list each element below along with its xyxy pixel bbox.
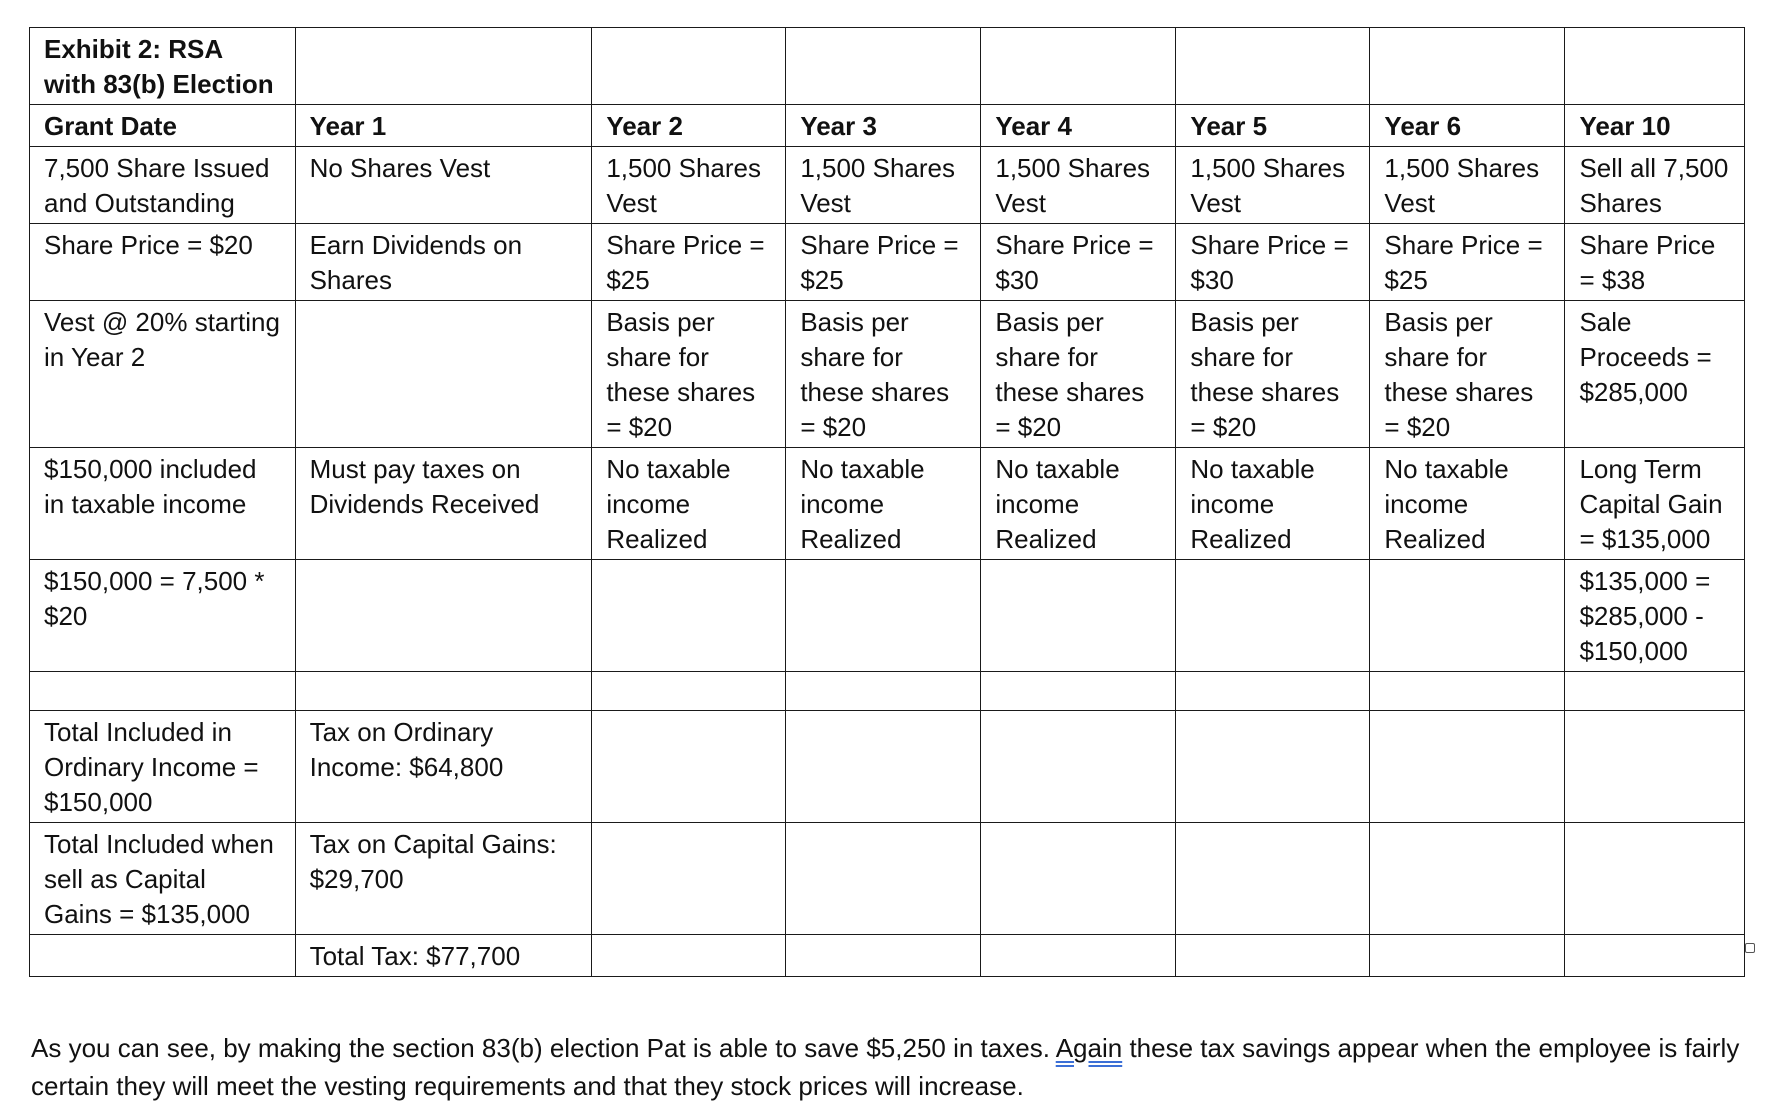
- table-resize-handle[interactable]: [1745, 943, 1755, 953]
- table-cell[interactable]: Share Price = $25: [1370, 224, 1565, 301]
- table-cell[interactable]: No taxable income Realized: [592, 448, 786, 560]
- table-cell[interactable]: [981, 560, 1176, 672]
- table-cell[interactable]: [1370, 672, 1565, 711]
- table-cell[interactable]: No taxable income Realized: [1370, 448, 1565, 560]
- table-row: [30, 935, 1745, 977]
- table-cell[interactable]: Vest @ 20% starting in Year 2: [30, 301, 296, 448]
- table-cell[interactable]: [786, 935, 981, 977]
- table-cell[interactable]: [592, 711, 786, 823]
- column-header[interactable]: Year 5: [1176, 105, 1370, 147]
- table-cell[interactable]: No Shares Vest: [295, 147, 592, 224]
- column-header[interactable]: Year 10: [1565, 105, 1745, 147]
- table-cell[interactable]: [1370, 711, 1565, 823]
- table-row: [30, 823, 1745, 935]
- table-cell[interactable]: 1,500 Shares Vest: [1370, 147, 1565, 224]
- exhibit-table: [29, 27, 1745, 977]
- conclusion-paragraph[interactable]: [31, 1029, 1751, 1105]
- table-cell[interactable]: [592, 823, 786, 935]
- table-cell[interactable]: Share Price = $25: [786, 224, 981, 301]
- table-cell[interactable]: [786, 28, 981, 105]
- table-cell[interactable]: [295, 28, 592, 105]
- table-cell[interactable]: [981, 823, 1176, 935]
- table-row: [30, 224, 1745, 301]
- table-row: [30, 560, 1745, 672]
- grammar-flagged-word[interactable]: Again: [1055, 1033, 1123, 1063]
- table-cell[interactable]: $135,000 = $285,000 - $150,000: [1565, 560, 1745, 672]
- table-cell[interactable]: [1565, 711, 1745, 823]
- table-cell[interactable]: Must pay taxes on Dividends Received: [295, 448, 592, 560]
- table-cell[interactable]: Basis per share for these shares = $20: [786, 301, 981, 448]
- table-row: [30, 28, 1745, 105]
- column-header[interactable]: Year 4: [981, 105, 1176, 147]
- table-cell[interactable]: Sale Proceeds = $285,000: [1565, 301, 1745, 448]
- table-cell[interactable]: [981, 28, 1176, 105]
- table-cell[interactable]: [786, 672, 981, 711]
- table-cell[interactable]: [592, 672, 786, 711]
- table-row: [30, 147, 1745, 224]
- table-cell[interactable]: [30, 935, 296, 977]
- table-cell[interactable]: Total Tax: $77,700: [295, 935, 592, 977]
- table-cell[interactable]: [981, 672, 1176, 711]
- table-cell[interactable]: 1,500 Shares Vest: [981, 147, 1176, 224]
- table-cell[interactable]: [1176, 560, 1370, 672]
- table-cell[interactable]: No taxable income Realized: [1176, 448, 1370, 560]
- table-cell[interactable]: [1370, 935, 1565, 977]
- table-cell[interactable]: Total Included in Ordinary Income = $150,000: [30, 711, 296, 823]
- table-cell[interactable]: [295, 672, 592, 711]
- column-header[interactable]: Year 3: [786, 105, 981, 147]
- table-cell[interactable]: [1565, 672, 1745, 711]
- table-row: [30, 672, 1745, 711]
- table-cell[interactable]: Tax on Ordinary Income: $64,800: [295, 711, 592, 823]
- table-row: [30, 301, 1745, 448]
- table-cell[interactable]: Basis per share for these shares = $20: [1370, 301, 1565, 448]
- column-header[interactable]: Year 2: [592, 105, 786, 147]
- table-cell[interactable]: [981, 935, 1176, 977]
- column-header[interactable]: Grant Date: [30, 105, 296, 147]
- table-cell[interactable]: [1370, 560, 1565, 672]
- table-cell[interactable]: Share Price = $38: [1565, 224, 1745, 301]
- table-cell[interactable]: [30, 672, 296, 711]
- table-cell[interactable]: [1176, 823, 1370, 935]
- table-cell[interactable]: [1176, 711, 1370, 823]
- column-header[interactable]: Year 1: [295, 105, 592, 147]
- table-cell[interactable]: [592, 28, 786, 105]
- table-cell[interactable]: Basis per share for these shares = $20: [981, 301, 1176, 448]
- table-cell[interactable]: No taxable income Realized: [981, 448, 1176, 560]
- table-cell[interactable]: Share Price = $25: [592, 224, 786, 301]
- table-cell[interactable]: [786, 823, 981, 935]
- table-cell[interactable]: [592, 560, 786, 672]
- conclusion-text-start: As you can see, by making the section 83(b) election Pat is able to save $5,250 in taxes.: [31, 1033, 1056, 1063]
- table-cell[interactable]: Share Price = $30: [981, 224, 1176, 301]
- table-cell[interactable]: Sell all 7,500 Shares: [1565, 147, 1745, 224]
- table-cell[interactable]: [1176, 672, 1370, 711]
- table-cell[interactable]: Earn Dividends on Shares: [295, 224, 592, 301]
- table-cell[interactable]: [1370, 823, 1565, 935]
- table-cell[interactable]: 7,500 Share Issued and Outstanding: [30, 147, 296, 224]
- table-cell[interactable]: [1176, 28, 1370, 105]
- table-cell[interactable]: Share Price = $20: [30, 224, 296, 301]
- table-cell[interactable]: [1370, 28, 1565, 105]
- header-row: [30, 105, 1745, 147]
- table-cell[interactable]: Tax on Capital Gains: $29,700: [295, 823, 592, 935]
- table-cell[interactable]: 1,500 Shares Vest: [1176, 147, 1370, 224]
- table-cell[interactable]: No taxable income Realized: [786, 448, 981, 560]
- table-cell[interactable]: Long Term Capital Gain = $135,000: [1565, 448, 1745, 560]
- table-cell[interactable]: [592, 935, 786, 977]
- table-cell[interactable]: [1565, 935, 1745, 977]
- table-cell[interactable]: [786, 711, 981, 823]
- table-cell[interactable]: $150,000 = 7,500 * $20: [30, 560, 296, 672]
- table-cell[interactable]: [981, 711, 1176, 823]
- table-cell[interactable]: $150,000 included in taxable income: [30, 448, 296, 560]
- conclusion-text-end: these tax savings appear when the employee is fairly certain they will meet the vesting requirements and that they stock prices will increase.: [31, 1033, 1740, 1101]
- table-cell[interactable]: Total Included when sell as Capital Gains = $135,000: [30, 823, 296, 935]
- table-cell[interactable]: Basis per share for these shares = $20: [592, 301, 786, 448]
- table-cell[interactable]: [1565, 823, 1745, 935]
- table-cell[interactable]: [295, 301, 592, 448]
- table-cell[interactable]: Basis per share for these shares = $20: [1176, 301, 1370, 448]
- exhibit-title[interactable]: Exhibit 2: RSA with 83(b) Election: [30, 28, 296, 105]
- table-row: [30, 448, 1745, 560]
- table-cell[interactable]: [1565, 28, 1745, 105]
- table-cell[interactable]: [295, 560, 592, 672]
- table-cell[interactable]: [786, 560, 981, 672]
- table-cell[interactable]: 1,500 Shares Vest: [786, 147, 981, 224]
- table-cell[interactable]: 1,500 Shares Vest: [592, 147, 786, 224]
- table-row: [30, 711, 1745, 823]
- table-cell[interactable]: Share Price = $30: [1176, 224, 1370, 301]
- column-header[interactable]: Year 6: [1370, 105, 1565, 147]
- table-cell[interactable]: [1176, 935, 1370, 977]
